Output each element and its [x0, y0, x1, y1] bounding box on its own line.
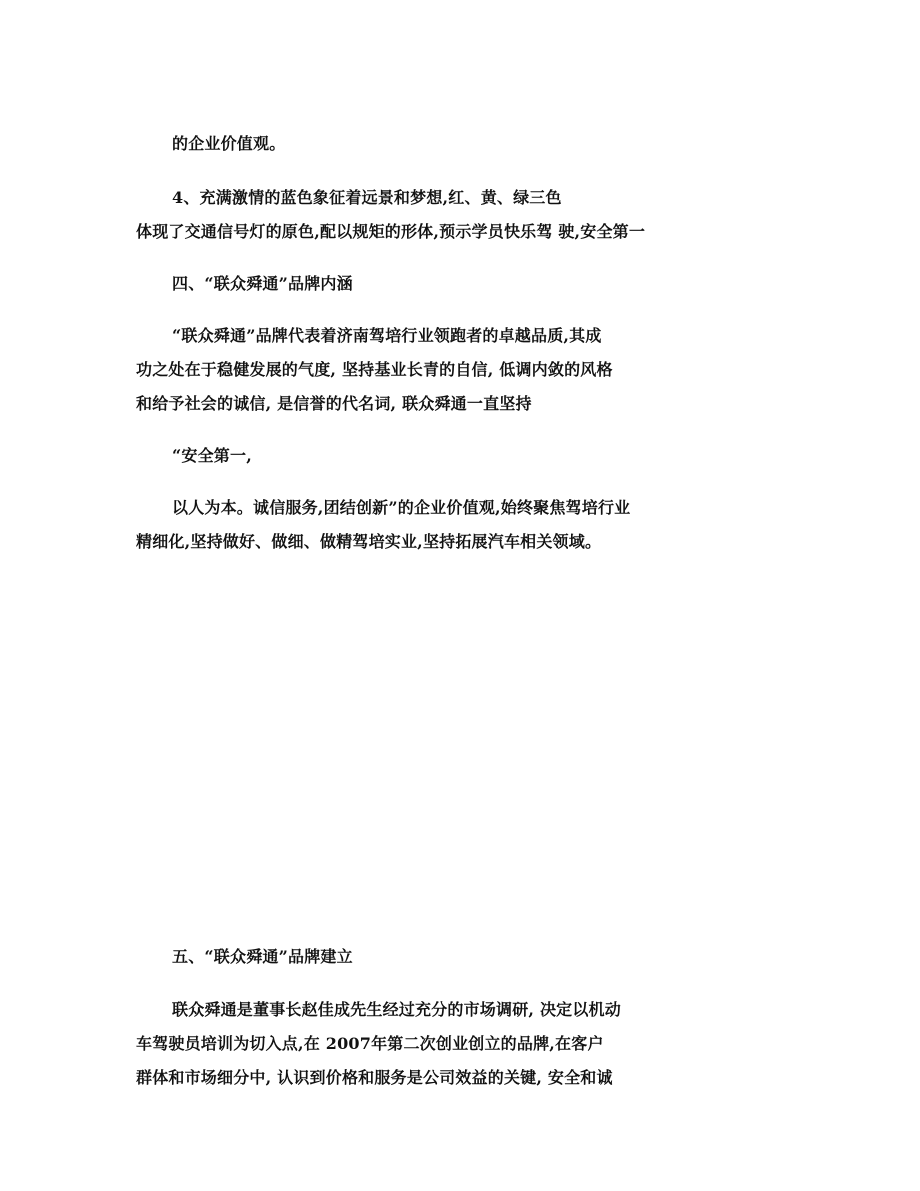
paragraph-values-line-1: 以人为本。诚信服务,团结创新”的企业价值观,始终聚焦驾培行业	[172, 498, 631, 517]
paragraph-establishment-line-1: 联众舜通是董事长赵佳成先生经过充分的市场调研, 决定以机动	[172, 1000, 621, 1019]
section-heading-brand-establishment: 五、“联众舜通”品牌建立	[172, 947, 353, 966]
paragraph-brand-meaning-line-2: 功之处在于稳健发展的气度, 坚持基业长青的自信, 低调内敛的风格	[136, 360, 613, 379]
paragraph-establishment-line-3: 群体和市场细分中, 认识到价格和服务是公司效益的关键, 安全和诚	[136, 1068, 613, 1087]
paragraph-brand-meaning-line-3: 和给予社会的诚信, 是信誉的代名词, 联众舜通一直坚持	[136, 394, 532, 413]
paragraph-values-line-2: 精细化,坚持做好、做细、做精驾培实业,坚持拓展汽车相关领域。	[136, 532, 602, 551]
paragraph-color-meaning-line-2: 体现了交通信号灯的原色,配以规矩的形体,预示学员快乐驾 驶,安全第一	[136, 222, 646, 241]
paragraph-color-meaning-line-1: 4、充满激情的蓝色象征着远景和梦想,红、黄、绿三色	[172, 188, 562, 207]
paragraph-establishment-line-2: 车驾驶员培训为切入点,在 2007年第二次创业创立的品牌,在客户	[136, 1034, 604, 1053]
paragraph-value-end: 的企业价值观。	[172, 134, 286, 153]
section-heading-brand-meaning: 四、“联众舜通”品牌内涵	[172, 274, 353, 293]
paragraph-brand-meaning-line-1: “联众舜通”品牌代表着济南驾培行业领跑者的卓越品质,其成	[172, 326, 602, 345]
quote-safety-first: “安全第一,	[172, 446, 252, 465]
